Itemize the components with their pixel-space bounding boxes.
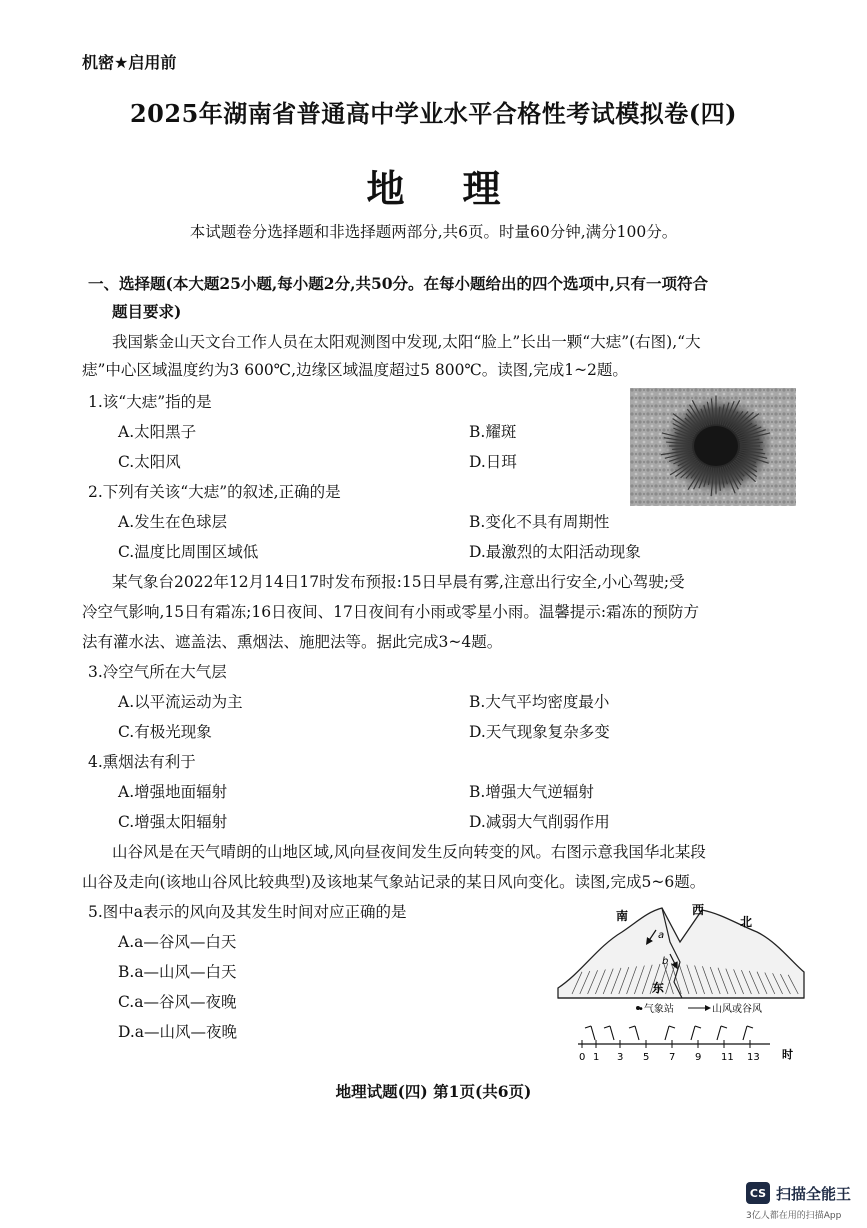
q1-option-c[interactable]: C.太阳风	[118, 453, 181, 471]
east-label: 东	[652, 981, 665, 995]
q1-option-a[interactable]: A.太阳黑子	[118, 423, 197, 441]
q5-option-b[interactable]: B.a—山风—白天	[118, 963, 237, 981]
page-footer: 地理试题(四) 第1页(共6页)	[335, 1082, 532, 1101]
west-label: 西	[692, 903, 705, 917]
q3-stem: 3.冷空气所在大气层	[88, 663, 227, 681]
wind-barb-flag	[669, 1026, 675, 1028]
time-tick-label: 1	[593, 1052, 600, 1062]
q2-option-d[interactable]: D.最激烈的太阳活动现象	[469, 543, 641, 561]
wind-barb-flag	[604, 1026, 610, 1028]
q4-option-a[interactable]: A.增强地面辐射	[118, 783, 228, 801]
q5-option-d[interactable]: D.a—山风—夜晚	[118, 1023, 238, 1041]
time-tick-label: 3	[617, 1052, 624, 1062]
confidential-mark: 机密★启用前	[82, 53, 177, 72]
passage2-line1: 某气象台2022年12月14日17时发布预报:15日早晨有雾,注意出行安全,小心驾驶;受	[112, 573, 685, 591]
q2-option-b[interactable]: B.变化不具有周期性	[469, 513, 610, 531]
arrow-b-label: b	[662, 956, 669, 967]
scanner-watermark	[746, 1182, 851, 1204]
exam-note: 本试题卷分选择题和非选择题两部分,共6页。时量60分钟,满分100分。	[189, 223, 678, 241]
q1-option-d[interactable]: D.日珥	[469, 453, 517, 471]
wind-barb	[665, 1026, 669, 1040]
valley-diagram	[552, 902, 814, 1062]
passage2-line2: 冷空气影响,15日有霜冻;16日夜间、17日夜间有小雨或零星小雨。温馨提示:霜冻的预防方	[82, 603, 700, 621]
q4-stem: 4.熏烟法有利于	[88, 753, 196, 771]
q5-stem: 5.图中a表示的风向及其发生时间对应正确的是	[88, 903, 407, 921]
q2-stem: 2.下列有关该“大痣”的叙述,正确的是	[88, 483, 341, 501]
wind-barb-flag	[747, 1026, 753, 1028]
time-tick-label: 0	[579, 1052, 586, 1062]
wind-barb	[610, 1026, 614, 1040]
q1-option-b[interactable]: B.耀斑	[469, 423, 517, 441]
time-tick-label: 11	[721, 1052, 734, 1062]
q5-option-c[interactable]: C.a—谷风—夜晚	[118, 993, 237, 1011]
south-label: 南	[616, 909, 629, 923]
wind-barb	[691, 1026, 695, 1040]
q4-option-d[interactable]: D.减弱大气削弱作用	[469, 813, 610, 831]
legend-station: •气象站	[638, 1004, 674, 1015]
time-tick-label: 9	[695, 1052, 702, 1062]
q1-stem: 1.该“大痣”指的是	[88, 393, 212, 411]
subject-title: 地理	[366, 166, 559, 211]
passage2-line3: 法有灌水法、遮盖法、熏烟法、施肥法等。据此完成3~4题。	[82, 633, 503, 651]
q2-option-c[interactable]: C.温度比周围区域低	[118, 543, 259, 561]
q3-option-d[interactable]: D.天气现象复杂多变	[469, 723, 610, 741]
axis-unit: 时	[782, 1048, 793, 1061]
q3-option-c[interactable]: C.有极光现象	[118, 723, 212, 741]
mountain-outline	[558, 908, 804, 998]
q3-option-b[interactable]: B.大气平均密度最小	[469, 693, 610, 711]
legend-wind: 山风或谷风	[712, 1004, 762, 1015]
wind-barb-flag	[629, 1026, 635, 1028]
section1-heading: 一、选择题(本大题25小题,每小题2分,共50分。在每小题给出的四个选项中,只有一项符合	[88, 274, 708, 293]
wind-barb-flag	[721, 1026, 727, 1028]
passage1-line1: 我国紫金山天文台工作人员在太阳观测图中发现,太阳“脸上”长出一颗“大痣”(右图),“大	[112, 333, 701, 351]
q5-option-a[interactable]: A.a—谷风—白天	[118, 933, 237, 951]
time-tick-label: 13	[747, 1052, 760, 1062]
q3-option-a[interactable]: A.以平流运动为主	[118, 693, 243, 711]
passage1-line2: 痣”中心区域温度约为3 600℃,边缘区域温度超过5 800℃。读图,完成1~2题。	[82, 361, 628, 379]
wind-barb	[591, 1026, 595, 1040]
q4-option-c[interactable]: C.增强太阳辐射	[118, 813, 228, 831]
scanner-name: 扫描全能王	[776, 1184, 852, 1203]
wind-barb	[717, 1026, 721, 1040]
time-tick-label: 5	[643, 1052, 650, 1062]
scanner-tagline: 3亿人都在用的扫描App	[746, 1211, 842, 1221]
q2-option-a[interactable]: A.发生在色球层	[118, 513, 228, 531]
passage3-line1: 山谷风是在天气晴朗的山地区域,风向昼夜间发生反向转变的风。右图示意我国华北某段	[112, 843, 706, 861]
sunspot-photo	[630, 388, 796, 506]
north-label: 北	[740, 915, 753, 929]
section1-heading-cont: 题目要求)	[112, 302, 182, 321]
wind-barb	[635, 1026, 639, 1040]
passage3-line2: 山谷及走向(该地山谷风比较典型)及该地某气象站记录的某日风向变化。读图,完成5~6题。	[82, 873, 706, 891]
arrow-a-label: a	[658, 930, 665, 941]
q4-option-b[interactable]: B.增强大气逆辐射	[469, 783, 594, 801]
time-tick-label: 7	[669, 1052, 676, 1062]
scanner-logo-icon: CS	[746, 1182, 770, 1204]
wind-barb	[743, 1026, 747, 1040]
wind-barb-flag	[695, 1026, 701, 1028]
exam-title: 2025年湖南省普通高中学业水平合格性考试模拟卷(四)	[129, 99, 737, 128]
wind-barb-flag	[585, 1026, 591, 1028]
